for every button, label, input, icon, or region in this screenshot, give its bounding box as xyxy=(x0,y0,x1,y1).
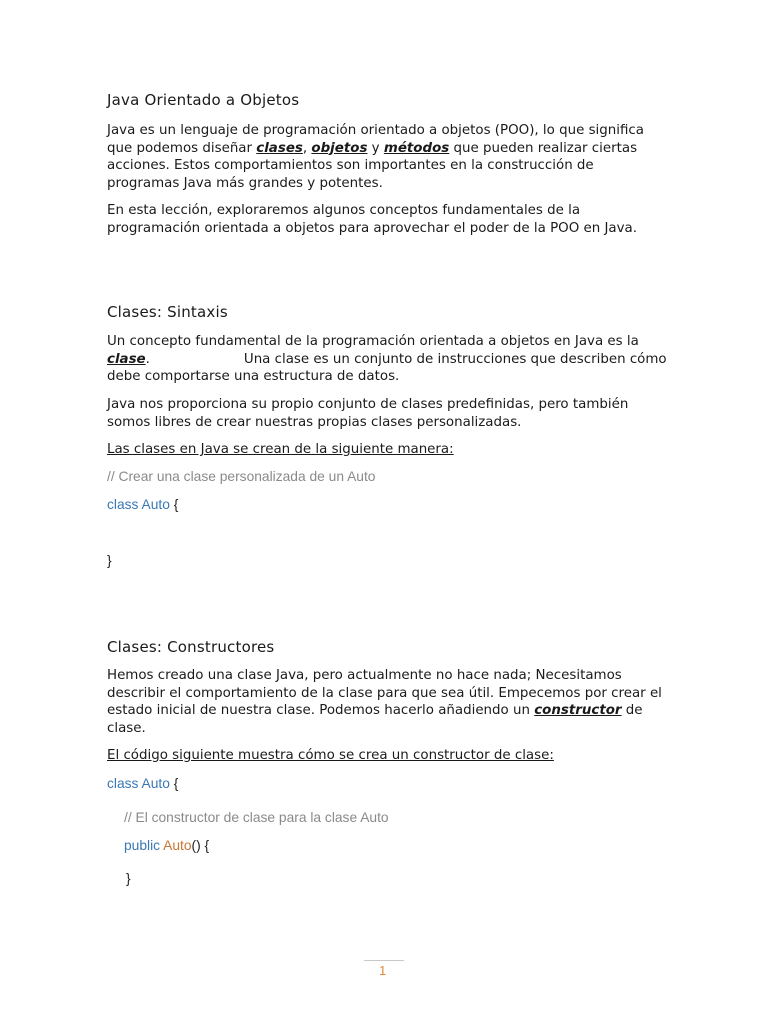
text: , xyxy=(302,140,312,156)
paragraph-constructor xyxy=(107,667,667,737)
heading-class-syntax: Clases: Sintaxis xyxy=(107,303,228,321)
code-keyword: class Auto xyxy=(107,776,170,791)
footer-divider xyxy=(364,960,404,961)
heading-java-oop: Java Orientado a Objetos xyxy=(107,91,300,109)
code-parens: () { xyxy=(191,838,210,853)
code-intro-classes: Las clases en Java se crean de la siguiente manera: xyxy=(107,442,454,457)
heading-constructors: Clases: Constructores xyxy=(107,638,275,656)
code-class-declaration xyxy=(107,497,178,512)
keyword-clases: clases xyxy=(256,140,303,156)
paragraph-intro xyxy=(107,122,667,192)
code-intro-constructor: El código siguiente muestra cómo se crea un constructor de clase: xyxy=(107,748,554,763)
code-constructor-declaration xyxy=(124,838,209,853)
code-keyword: class Auto xyxy=(107,497,170,512)
page-number: 1 xyxy=(379,963,387,978)
code-brace: { xyxy=(169,776,179,791)
code-comment-2: // El constructor de clase para la clase Auto xyxy=(124,810,389,825)
code-class-declaration-2 xyxy=(107,776,178,791)
text: Java es un lenguaje de programación orientado a objetos (POO), lo que significa que podemos diseñar xyxy=(107,123,644,156)
paragraph-predefined-classes: Java nos proporciona su propio conjunto de clases predefinidas, pero también somos libres de crear nuestras propias clases personalizadas. xyxy=(107,397,629,430)
paragraph-class-concept xyxy=(107,333,667,386)
keyword-clase: clase xyxy=(107,351,146,367)
text: Hemos creado una clase Java, pero actualmente no hace nada; Necesitamos describir el comportamiento de la clase para que sea útil. Empecemos por crear el estado inicial de nuestra clase. Podemos hacerlo añadiendo un xyxy=(107,668,662,718)
text: y xyxy=(367,140,384,156)
text: . xyxy=(145,351,150,367)
code-keyword-public: public xyxy=(124,838,161,853)
code-constructor-close: } xyxy=(126,871,131,886)
keyword-constructor: constructor xyxy=(534,703,622,718)
text: Una clase es un conjunto de instrucciones que describen cómo debe comportarse una estructura de datos. xyxy=(107,351,667,384)
code-constructor-name: Auto xyxy=(163,838,192,853)
text: de clase. xyxy=(107,703,643,736)
keyword-metodos: métodos xyxy=(383,140,450,156)
code-brace: { xyxy=(169,497,179,512)
paragraph-lesson: En esta lección, exploraremos algunos conceptos fundamentales de la programación orientada a objetos para aprovechar el poder de la POO en Java. xyxy=(107,203,638,236)
text: que pueden realizar ciertas acciones. Estos comportamientos son importantes en la construcción de programas Java más grandes y potentes. xyxy=(107,140,638,191)
code-close-brace: } xyxy=(107,553,112,568)
code-comment: // Crear una clase personalizada de un Auto xyxy=(107,469,376,484)
keyword-objetos: objetos xyxy=(311,140,368,156)
text: Un concepto fundamental de la programación orientada a objetos en Java es la xyxy=(107,334,639,349)
